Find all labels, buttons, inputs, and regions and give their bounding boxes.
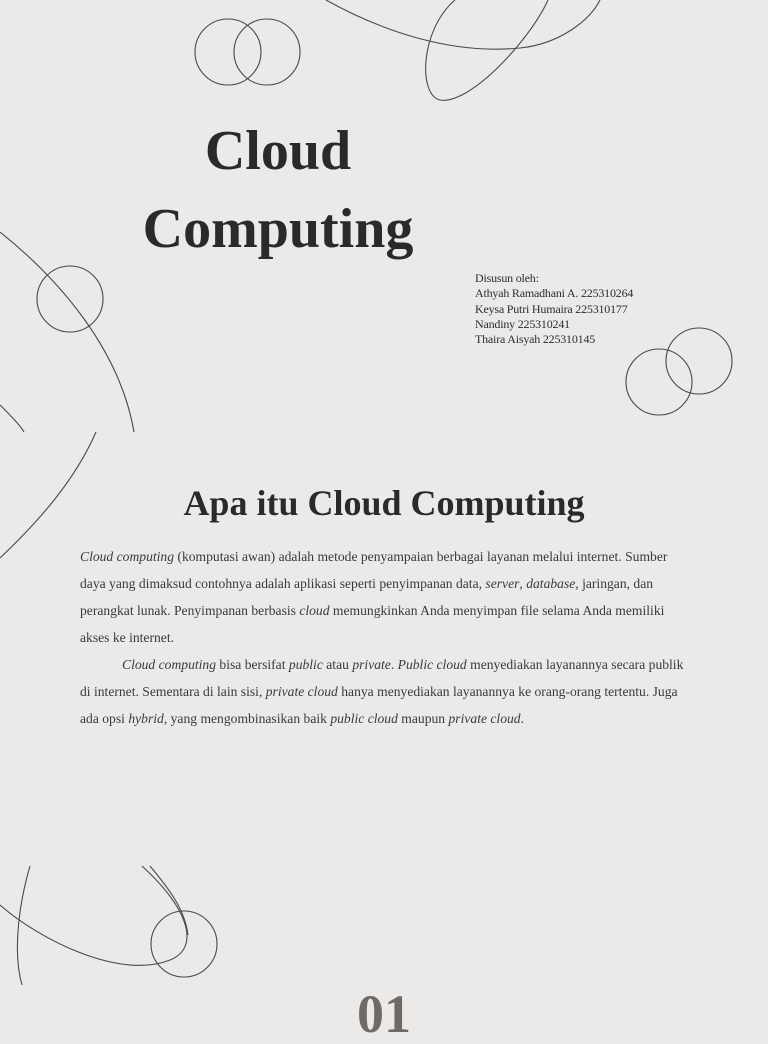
text-run: memungkinkan Anda menyimpan file selama Anda memiliki akses ke internet. xyxy=(80,603,665,645)
text-run: , jaringan, dan perangkat lunak. Penyimpanan berbasis xyxy=(80,576,654,618)
text-run: . xyxy=(520,711,525,726)
text-run: menyediakan layanannya secara publik di internet. Sementara di lain sisi, xyxy=(80,657,684,699)
ring-left-icon xyxy=(37,266,103,332)
italic-term: public cloud xyxy=(330,711,398,726)
section-body xyxy=(80,543,696,732)
italic-term: server xyxy=(485,576,520,591)
loop-bottom-left-icon xyxy=(0,866,187,965)
paragraph-1 xyxy=(80,543,696,651)
italic-term: private cloud xyxy=(265,684,338,699)
arc-bottom-left-2-icon xyxy=(150,866,188,935)
page-number: 01 xyxy=(357,984,411,1044)
section-heading: Apa itu Cloud Computing xyxy=(183,483,585,523)
authors-heading: Disusun oleh: xyxy=(475,271,539,285)
italic-term: cloud xyxy=(299,603,330,618)
text-run: hanya menyediakan layanannya ke orang-orang tertentu. Juga ada opsi xyxy=(80,684,678,726)
text-run: (komputasi awan) adalah metode penyampaian berbagai layanan melalui internet. Sumber daya yang dimaksud contohnya adalah aplikasi seperti penyimpanan data, xyxy=(80,549,668,591)
authors-block xyxy=(475,271,633,347)
ring-bottom-left-icon xyxy=(151,911,217,977)
ring-right-bottom-icon xyxy=(626,349,692,415)
author-entry: Nandiny 225310241 xyxy=(475,316,570,331)
italic-term: hybrid xyxy=(128,711,164,726)
text-run: maupun xyxy=(397,711,449,726)
italic-term: database xyxy=(526,576,576,591)
paragraph-2 xyxy=(80,651,696,732)
italic-term: Public cloud xyxy=(397,657,467,672)
text-run: bisa bersifat xyxy=(216,657,289,672)
italic-term: private xyxy=(352,657,391,672)
title-line-2: Computing xyxy=(142,198,414,260)
arc-bottom-left-icon xyxy=(17,866,30,985)
author-entry: Keysa Putri Humaira 225310177 xyxy=(475,301,628,316)
author-entry: Athyah Ramadhani A. 225310264 xyxy=(475,286,634,301)
text-run: atau xyxy=(322,657,353,672)
ring-right-top-icon xyxy=(666,328,732,394)
italic-term: Cloud computing xyxy=(80,549,175,564)
ring-top-left-icon xyxy=(195,19,261,85)
arc-top-right-icon xyxy=(326,0,600,49)
italic-term: public xyxy=(288,657,323,672)
italic-term: private cloud xyxy=(448,711,521,726)
ring-top-right-icon xyxy=(234,19,300,85)
text-run: , yang mengombinasikan baik xyxy=(163,711,331,726)
title-line-1: Cloud xyxy=(204,120,352,182)
text-run: . xyxy=(390,657,398,672)
loop-top-right-icon xyxy=(426,0,548,100)
italic-term: Cloud computing xyxy=(122,657,217,672)
document-title xyxy=(108,112,448,268)
author-entry: Thaira Aisyah 225310145 xyxy=(475,332,596,347)
arc-left-lower-icon xyxy=(0,405,24,432)
text-run: , xyxy=(519,576,527,591)
